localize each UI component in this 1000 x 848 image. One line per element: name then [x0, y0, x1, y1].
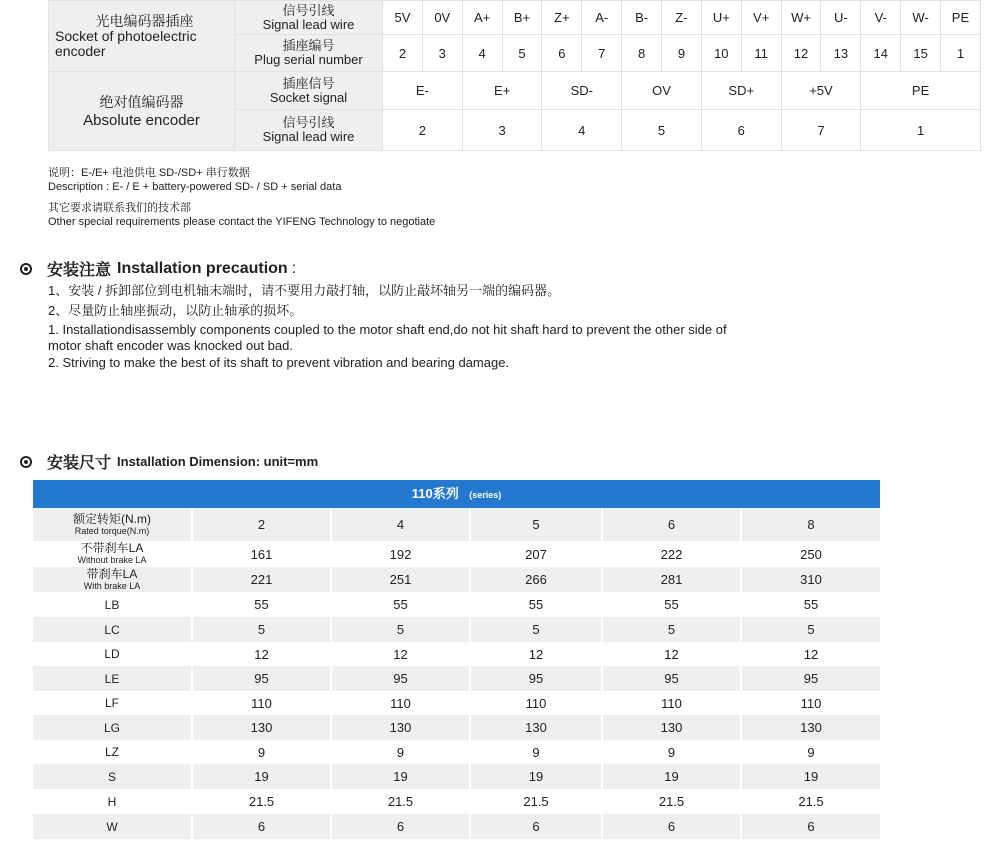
precaution-item: 2、尽量防止轴座振动，以防止轴承的损坏。: [48, 303, 303, 318]
encoder-cell: B-: [622, 1, 662, 35]
encoder-cell: 2: [383, 35, 423, 72]
dimension-cell: 207: [470, 541, 602, 567]
dimension-row: [33, 508, 880, 541]
encoder-cell: 12: [781, 35, 821, 72]
encoder-cell: 8: [622, 35, 662, 72]
dimension-row-label: [33, 617, 192, 642]
series-title: 110系列: [411, 486, 459, 501]
dimension-row: [33, 691, 880, 715]
dimension-cell: 281: [602, 567, 741, 592]
encoder-cell: 5: [622, 110, 702, 151]
precaution-heading: [20, 257, 296, 280]
row-label-en: Plug serial number: [254, 52, 363, 67]
dimension-cell: 21.5: [602, 789, 741, 814]
dimension-cell: 222: [602, 541, 741, 567]
dimension-cell: 5: [192, 617, 331, 642]
row-label: [235, 110, 383, 151]
encoder-cell: 2: [383, 110, 463, 151]
dimension-cell: 95: [741, 666, 880, 691]
encoder-cell: OV: [622, 72, 702, 110]
dimension-row: [33, 666, 880, 691]
encoder-cell: 14: [861, 35, 901, 72]
dimension-cell: 2: [192, 508, 331, 541]
target-bullet-icon: [20, 263, 32, 275]
dimension-cell: 192: [331, 541, 470, 567]
dimension-cell: 110: [331, 691, 470, 715]
dimension-cell: 9: [192, 740, 331, 764]
row-label-en: Signal lead wire: [262, 129, 355, 144]
dimension-cell: 12: [602, 642, 741, 666]
dimension-row: [33, 592, 880, 617]
dimension-label-sub: With brake LA: [83, 580, 141, 591]
dimension-cell: 95: [470, 666, 602, 691]
encoder-cell: 7: [582, 35, 622, 72]
dimension-row: [33, 567, 880, 592]
row-label: [235, 1, 383, 35]
dimension-cell: 5: [470, 508, 602, 541]
encoder-cell: +5V: [781, 72, 861, 110]
encoder-cell: 9: [662, 35, 702, 72]
encoder-cell: V-: [861, 1, 901, 35]
encoder-cell: 4: [542, 110, 622, 151]
precaution-title-cn: 安装注意: [47, 262, 112, 279]
dimension-cell: 55: [470, 592, 602, 617]
target-bullet-icon: [20, 456, 32, 468]
note-contact-en: Other special requirements please contact the YIFENG Technology to negotiate: [48, 216, 436, 228]
dimension-cell: 12: [331, 642, 470, 666]
dimension-cell: 130: [192, 715, 331, 740]
encoder-cell: PE: [941, 1, 981, 35]
encoder-cell: PE: [861, 72, 981, 110]
dimension-row-label: [33, 541, 192, 567]
group-label-cn: 绝对值编码器: [99, 93, 184, 110]
encoder-cell: 5: [502, 35, 542, 72]
dimension-row-label: [33, 789, 192, 814]
dimension-row-label: [33, 508, 192, 541]
dimension-cell: 12: [741, 642, 880, 666]
dimension-row: [33, 617, 880, 642]
dimension-title-cn: 安装尺寸: [47, 455, 112, 472]
series-header: [33, 480, 880, 508]
dimension-row-label: [33, 642, 192, 666]
group-label-en: Socket of photoelectric encoder: [55, 27, 197, 59]
dimension-cell: 130: [331, 715, 470, 740]
dimension-label-main: 不带刹车LA: [80, 541, 144, 555]
dimension-cell: 95: [192, 666, 331, 691]
dimension-cell: 19: [331, 764, 470, 789]
precaution-item: motor shaft encoder was knocked out bad.: [48, 338, 293, 353]
note-description-en: Description : E- / E + battery-powered SD- / SD + serial data: [48, 181, 342, 193]
row-label-cn: 信号引线: [282, 115, 335, 130]
dimension-cell: 6: [192, 814, 331, 839]
precaution-item: 1. Installationdisassembly components coupled to the motor shaft end,do not hit shaft hard to prevent the other side of: [48, 322, 727, 337]
encoder-cell: U+: [701, 1, 741, 35]
dimension-cell: 9: [470, 740, 602, 764]
group-label-cn: 光电编码器插座: [95, 12, 194, 29]
dimension-row-label: [33, 715, 192, 740]
dimension-row-label: [33, 814, 192, 839]
encoder-cell: 4: [462, 35, 502, 72]
dimension-row-label: [33, 567, 192, 592]
encoder-cell: SD+: [701, 72, 781, 110]
dimension-cell: 6: [741, 814, 880, 839]
dimension-cell: 310: [741, 567, 880, 592]
row-label-en: Signal lead wire: [262, 16, 355, 32]
encoder-cell: U-: [821, 1, 861, 35]
encoder-cell: 1: [861, 110, 981, 151]
dimension-row: [33, 715, 880, 740]
precaution-title-en: Installation precaution: [117, 259, 288, 277]
dimension-cell: 5: [331, 617, 470, 642]
row-label: [235, 72, 383, 110]
dimension-cell: 19: [741, 764, 880, 789]
row-label-en: Socket signal: [269, 89, 348, 105]
dimension-cell: 130: [470, 715, 602, 740]
encoder-cell: V+: [741, 1, 781, 35]
dimension-cell: 110: [602, 691, 741, 715]
encoder-table-row: [49, 1, 981, 35]
dimension-cell: 6: [331, 814, 470, 839]
dimension-label-main: LZ: [104, 745, 119, 759]
dimension-cell: 4: [331, 508, 470, 541]
dimension-heading: [20, 450, 318, 473]
dimension-label-main: S: [107, 769, 116, 784]
row-label-cn: 信号引线: [282, 2, 335, 18]
dimension-label-main: 带刹车LA: [86, 566, 138, 581]
dimension-row: [33, 789, 880, 814]
dimension-label-main: H: [107, 794, 117, 809]
precaution-item: 2. Striving to make the best of its shaft to prevent vibration and bearing damage.: [48, 355, 510, 370]
dimension-cell: 161: [192, 541, 331, 567]
encoder-cell: 6: [542, 35, 582, 72]
dimension-row: [33, 740, 880, 764]
dimension-row-label: [33, 691, 192, 715]
dimension-label-sub: Rated torque(N.m): [74, 525, 150, 536]
dimension-cell: 12: [192, 642, 331, 666]
dimension-cell: 250: [741, 541, 880, 567]
dimension-cell: 6: [602, 508, 741, 541]
encoder-cell: 10: [701, 35, 741, 72]
dimension-label-main: LG: [103, 720, 120, 735]
dimension-label-main: W: [106, 819, 118, 834]
dimension-cell: 130: [741, 715, 880, 740]
encoder-cell: 0V: [422, 1, 462, 35]
dimension-cell: 6: [602, 814, 741, 839]
dimension-cell: 19: [470, 764, 602, 789]
encoder-cell: 1: [941, 35, 981, 72]
precaution-title-suffix: :: [291, 259, 297, 277]
dimension-label-main: 额定转矩(N.m): [73, 511, 151, 526]
encoder-cell: 3: [422, 35, 462, 72]
encoder-cell: A+: [462, 1, 502, 35]
row-label-cn: 插座编号: [282, 38, 335, 53]
encoder-cell: 7: [781, 110, 861, 151]
dimension-cell: 266: [470, 567, 602, 592]
dimension-cell: 95: [602, 666, 741, 691]
encoder-cell: 13: [821, 35, 861, 72]
dimension-row-label: [33, 592, 192, 617]
encoder-cell: Z-: [662, 1, 702, 35]
encoder-cell: 5V: [383, 1, 423, 35]
note-description-cn: 说明：E-/E+ 电池供电 SD-/SD+ 串行数据: [48, 167, 250, 179]
dimension-row-label: [33, 740, 192, 764]
dimension-label-main: LF: [104, 696, 119, 710]
dimension-cell: 110: [192, 691, 331, 715]
encoder-cell: W-: [901, 1, 941, 35]
dimension-cell: 12: [470, 642, 602, 666]
dimension-row: [33, 642, 880, 666]
group-label-en: Absolute encoder: [83, 111, 200, 129]
row-label: [235, 35, 383, 72]
dimension-cell: 251: [331, 567, 470, 592]
dimension-cell: 95: [331, 666, 470, 691]
dimension-cell: 55: [741, 592, 880, 617]
encoder-cell: E-: [383, 72, 463, 110]
dimension-title-en: Installation Dimension: unit=mm: [117, 454, 319, 469]
dimension-row: [33, 764, 880, 789]
dimension-cell: 21.5: [331, 789, 470, 814]
dimension-cell: 9: [741, 740, 880, 764]
dimension-label-main: LE: [104, 671, 120, 686]
encoder-cell: SD-: [542, 72, 622, 110]
dimension-cell: 55: [192, 592, 331, 617]
dimension-table: [33, 508, 880, 839]
dimension-cell: 55: [331, 592, 470, 617]
dimension-cell: 8: [741, 508, 880, 541]
encoder-cell: W+: [781, 1, 821, 35]
encoder-cell: 6: [701, 110, 781, 151]
dimension-cell: 9: [331, 740, 470, 764]
encoder-table-row: [49, 72, 981, 110]
encoder-wiring-table: [48, 0, 981, 151]
encoder-cell: Z+: [542, 1, 582, 35]
dimension-cell: 110: [741, 691, 880, 715]
encoder-cell: 11: [741, 35, 781, 72]
precaution-item: 1、安装 / 拆卸部位到电机轴末端时，请不要用力敲打轴，以防止敲坏轴另一端的编码器。: [48, 283, 561, 298]
encoder-cell: 3: [462, 110, 542, 151]
dimension-cell: 19: [192, 764, 331, 789]
dimension-row-label: [33, 764, 192, 789]
encoder-cell: A-: [582, 1, 622, 35]
dimension-cell: 6: [470, 814, 602, 839]
dimension-cell: 130: [602, 715, 741, 740]
absolute-encoder-label: [49, 72, 235, 151]
dimension-row: [33, 541, 880, 567]
encoder-cell: B+: [502, 1, 542, 35]
dimension-cell: 21.5: [741, 789, 880, 814]
note-contact-cn: 其它要求请联系我们的技术部: [48, 202, 191, 214]
dimension-cell: 110: [470, 691, 602, 715]
dimension-cell: 5: [470, 617, 602, 642]
dimension-cell: 5: [741, 617, 880, 642]
encoder-cell: 15: [901, 35, 941, 72]
dimension-cell: 21.5: [192, 789, 331, 814]
dimension-label-main: LD: [104, 647, 120, 661]
dimension-label-sub: Without brake LA: [77, 555, 147, 565]
dimension-cell: 21.5: [470, 789, 602, 814]
row-label-cn: 插座信号: [282, 75, 335, 91]
dimension-label-main: LB: [104, 597, 120, 612]
dimension-cell: 221: [192, 567, 331, 592]
encoder-cell: E+: [462, 72, 542, 110]
dimension-row-label: [33, 666, 192, 691]
dimension-cell: 9: [602, 740, 741, 764]
dimension-cell: 19: [602, 764, 741, 789]
dimension-row: [33, 814, 880, 839]
photoelectric-encoder-label: [49, 1, 235, 72]
dimension-label-main: LC: [104, 622, 120, 637]
series-subtitle: (series): [469, 490, 502, 500]
dimension-cell: 55: [602, 592, 741, 617]
dimension-cell: 5: [602, 617, 741, 642]
